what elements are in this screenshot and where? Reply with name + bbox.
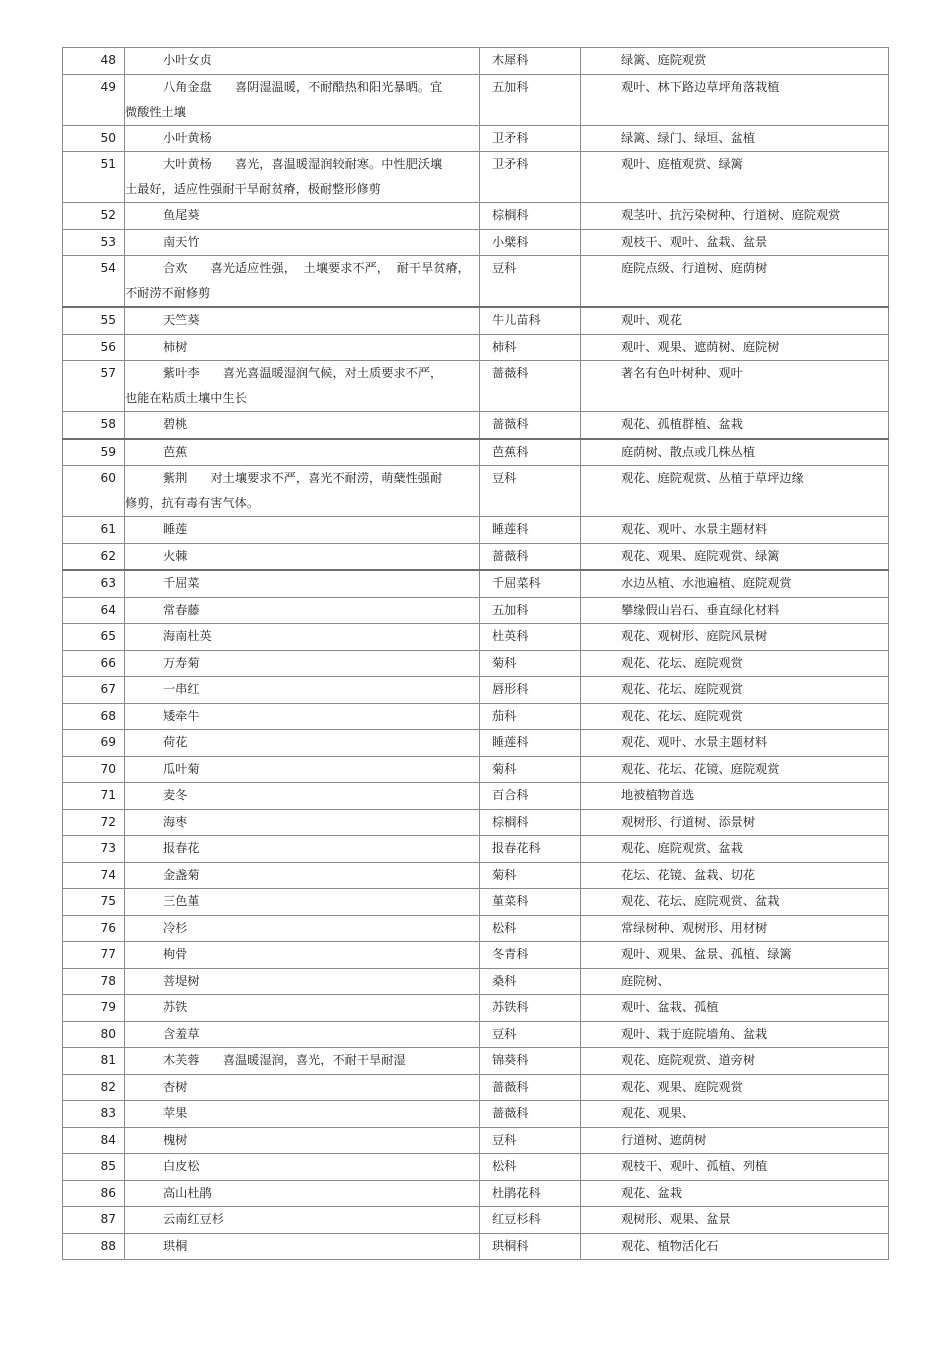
- row-number: 61: [63, 517, 125, 544]
- table-row: [63, 307, 889, 334]
- plant-usage: 观花、花坛、庭院观赏: [581, 650, 889, 677]
- row-number: 57: [63, 361, 125, 412]
- row-number: 55: [63, 307, 125, 334]
- table-row: [63, 836, 889, 863]
- plant-family: 木犀科: [480, 48, 581, 75]
- plant-family: 桑科: [480, 968, 581, 995]
- plant-family: 茄科: [480, 703, 581, 730]
- table-row: [63, 334, 889, 361]
- plant-name: 芭蕉: [163, 444, 188, 459]
- row-number: 49: [63, 74, 125, 125]
- plant-name: 矮牵牛: [163, 708, 200, 723]
- plant-family: 百合科: [480, 783, 581, 810]
- plant-usage: 观花、花坛、庭院观赏: [581, 703, 889, 730]
- row-number: 85: [63, 1154, 125, 1181]
- plant-family: 杜英科: [480, 624, 581, 651]
- plant-name-description-cell: [125, 412, 480, 439]
- table-row: [63, 889, 889, 916]
- plant-name: 含羞草: [163, 1026, 200, 1041]
- plant-usage: 观枝干、观叶、孤植、列植: [581, 1154, 889, 1181]
- plant-usage: 观叶、观果、遮荫树、庭院树: [581, 334, 889, 361]
- plant-name-description-cell: [125, 439, 480, 466]
- plant-usage: 观花、庭院观赏、道旁树: [581, 1048, 889, 1075]
- plant-usage: 观花、观叶、水景主题材料: [581, 730, 889, 757]
- plant-usage: 观花、观果、庭院观赏、绿篱: [581, 543, 889, 570]
- plant-family: 千屈菜科: [480, 570, 581, 597]
- plant-family: 菊科: [480, 650, 581, 677]
- plant-family: 蔷薇科: [480, 1074, 581, 1101]
- plant-usage: 观花、庭院观赏、丛植于草坪边缘: [581, 466, 889, 517]
- plant-name: 鱼尾葵: [163, 208, 200, 222]
- plant-name: 冷杉: [163, 920, 188, 935]
- table-row: [63, 968, 889, 995]
- plant-name: 万寿菊: [163, 655, 200, 670]
- plant-family: 棕榈科: [480, 203, 581, 230]
- plant-habit-description: 喜阴湿温暖，不耐酷热和阳光暴晒。宜: [235, 79, 443, 94]
- row-number: 53: [63, 229, 125, 256]
- plant-usage: 攀缘假山岩石、垂直绿化材料: [581, 597, 889, 624]
- plant-name-description-cell: [125, 1180, 480, 1207]
- row-number: 82: [63, 1074, 125, 1101]
- plant-family: 五加科: [480, 74, 581, 125]
- plant-family: 柿科: [480, 334, 581, 361]
- plant-name-description-cell: [125, 968, 480, 995]
- plant-habit-description: 喜光喜温暖湿润气候，对土质要求不严，: [222, 366, 443, 380]
- table-row: [63, 1074, 889, 1101]
- plant-habit-description: 对土壤要求不严，喜光不耐涝，萌蘖性强耐: [210, 471, 443, 485]
- plant-name: 白皮松: [163, 1159, 200, 1173]
- plant-family: 豆科: [480, 466, 581, 517]
- plant-usage: 观叶、林下路边草坪角落栽植: [581, 74, 889, 125]
- plant-name: 荷花: [163, 735, 188, 749]
- plant-name-description-cell: [125, 703, 480, 730]
- plant-family: 松科: [480, 1154, 581, 1181]
- plant-name-description-cell: [125, 1154, 480, 1181]
- plant-family: 棕榈科: [480, 809, 581, 836]
- plant-name: 海南杜英: [163, 629, 212, 643]
- plant-name-description-cell: [125, 597, 480, 624]
- row-number: 48: [63, 48, 125, 75]
- plant-name: 报春花: [163, 841, 200, 855]
- row-number: 79: [63, 995, 125, 1022]
- table-row: [63, 466, 889, 517]
- plant-usage: 庭荫树、散点或几株丛植: [581, 439, 889, 466]
- plant-name: 常春藤: [163, 602, 200, 617]
- table-row: [63, 756, 889, 783]
- plant-name: 南天竹: [163, 234, 200, 249]
- plant-family: 睡莲科: [480, 730, 581, 757]
- row-number: 69: [63, 730, 125, 757]
- plant-family: 睡莲科: [480, 517, 581, 544]
- plant-usage: 观叶、庭植观赏、绿篱: [581, 152, 889, 203]
- plant-usage: 观花、观叶、水景主题材料: [581, 517, 889, 544]
- table-row: [63, 995, 889, 1022]
- plant-usage: 观花、花坛、庭院观赏、盆栽: [581, 889, 889, 916]
- plant-name: 紫叶李: [163, 366, 200, 380]
- table-row: [63, 256, 889, 308]
- row-number: 81: [63, 1048, 125, 1075]
- plant-name: 高山杜鹃: [163, 1185, 212, 1200]
- plant-family: 松科: [480, 915, 581, 942]
- plant-table: [62, 47, 889, 1260]
- plant-family: 红豆杉科: [480, 1207, 581, 1234]
- row-number: 78: [63, 968, 125, 995]
- plant-family: 蔷薇科: [480, 543, 581, 570]
- plant-name-description-cell: [125, 809, 480, 836]
- plant-name-description-cell: [125, 203, 480, 230]
- plant-usage: 观花、庭院观赏、盆栽: [581, 836, 889, 863]
- plant-name: 海枣: [163, 814, 188, 829]
- plant-usage: 观花、孤植群植、盆栽: [581, 412, 889, 439]
- table-row: [63, 152, 889, 203]
- plant-name: 苏铁: [163, 1000, 188, 1014]
- plant-name-description-cell: [125, 942, 480, 969]
- table-row: [63, 74, 889, 125]
- row-number: 70: [63, 756, 125, 783]
- plant-name-description-cell: [125, 624, 480, 651]
- plant-habit-description-continued: 修剪，抗有毒有害气体。: [125, 496, 260, 510]
- plant-name-description-cell: [125, 1074, 480, 1101]
- plant-usage: 观叶、栽于庭院墙角、盆栽: [581, 1021, 889, 1048]
- plant-name: 杏树: [163, 1079, 188, 1094]
- table-row: [63, 862, 889, 889]
- plant-usage: 观花、花坛、花镜、庭院观赏: [581, 756, 889, 783]
- table-row: [63, 203, 889, 230]
- plant-name: 天竺葵: [163, 313, 200, 327]
- plant-name-description-cell: [125, 995, 480, 1022]
- row-number: 72: [63, 809, 125, 836]
- row-number: 60: [63, 466, 125, 517]
- table-row: [63, 361, 889, 412]
- plant-family: 蔷薇科: [480, 412, 581, 439]
- plant-name: 睡莲: [163, 522, 188, 536]
- plant-name: 菩堤树: [163, 973, 200, 988]
- plant-name-description-cell: [125, 677, 480, 704]
- plant-name-description-cell: [125, 1101, 480, 1128]
- plant-table-body: [63, 48, 889, 1260]
- row-number: 64: [63, 597, 125, 624]
- plant-name: 木芙蓉: [163, 1053, 200, 1067]
- table-row: [63, 650, 889, 677]
- table-row: [63, 48, 889, 75]
- plant-name: 瓜叶菊: [163, 761, 200, 776]
- table-row: [63, 703, 889, 730]
- plant-usage: 观叶、观果、盆景、孤植、绿篱: [581, 942, 889, 969]
- plant-name-description-cell: [125, 1021, 480, 1048]
- plant-family: 冬青科: [480, 942, 581, 969]
- plant-family: 小檗科: [480, 229, 581, 256]
- plant-family: 豆科: [480, 256, 581, 308]
- plant-usage: 观枝干、观叶、盆栽、盆景: [581, 229, 889, 256]
- plant-usage: 地被植物首选: [581, 783, 889, 810]
- plant-name-description-cell: [125, 1048, 480, 1075]
- table-row: [63, 624, 889, 651]
- table-row: [63, 229, 889, 256]
- plant-name-description-cell: [125, 125, 480, 152]
- plant-name-description-cell: [125, 307, 480, 334]
- table-row: [63, 1180, 889, 1207]
- row-number: 52: [63, 203, 125, 230]
- plant-family: 五加科: [480, 597, 581, 624]
- plant-table-sheet: [62, 47, 888, 1260]
- plant-usage: 观花、盆栽: [581, 1180, 889, 1207]
- plant-name-description-cell: [125, 836, 480, 863]
- plant-family: 豆科: [480, 1021, 581, 1048]
- table-row: [63, 915, 889, 942]
- plant-name-description-cell: [125, 650, 480, 677]
- plant-family: 牛儿苗科: [480, 307, 581, 334]
- table-row: [63, 412, 889, 439]
- plant-habit-description: 喜光适应性强， 土壤要求不严， 耐干旱贫瘠，: [210, 261, 470, 275]
- plant-name-description-cell: [125, 361, 480, 412]
- plant-usage: 观叶、盆栽、孤植: [581, 995, 889, 1022]
- plant-usage: 行道树、遮荫树: [581, 1127, 889, 1154]
- plant-usage: 观叶、观花: [581, 307, 889, 334]
- plant-name: 槐树: [163, 1132, 188, 1147]
- row-number: 62: [63, 543, 125, 570]
- plant-usage: 观茎叶、抗污染树种、行道树、庭院观赏: [581, 203, 889, 230]
- plant-name-description-cell: [125, 466, 480, 517]
- plant-name: 苹果: [163, 1106, 188, 1120]
- plant-family: 菊科: [480, 756, 581, 783]
- plant-name-description-cell: [125, 48, 480, 75]
- row-number: 50: [63, 125, 125, 152]
- plant-name: 金盏菊: [163, 867, 200, 882]
- plant-name: 三色堇: [163, 894, 200, 908]
- plant-usage: 观花、观树形、庭院风景树: [581, 624, 889, 651]
- plant-usage: 绿篱、庭院观赏: [581, 48, 889, 75]
- row-number: 88: [63, 1233, 125, 1260]
- plant-usage: 观树形、观果、盆景: [581, 1207, 889, 1234]
- plant-name-description-cell: [125, 1207, 480, 1234]
- row-number: 56: [63, 334, 125, 361]
- plant-name-description-cell: [125, 889, 480, 916]
- table-row: [63, 517, 889, 544]
- plant-habit-description: 喜光，喜温暖湿润较耐寒。中性肥沃壤: [235, 157, 443, 171]
- plant-name: 麦冬: [163, 788, 188, 802]
- table-row: [63, 439, 889, 466]
- plant-usage: 观花、观果、庭院观赏: [581, 1074, 889, 1101]
- plant-habit-description-continued: 不耐涝不耐修剪: [125, 286, 211, 300]
- plant-name: 枸骨: [163, 947, 188, 961]
- plant-family: 豆科: [480, 1127, 581, 1154]
- row-number: 67: [63, 677, 125, 704]
- plant-name-description-cell: [125, 862, 480, 889]
- plant-name-description-cell: [125, 915, 480, 942]
- plant-usage: 花坛、花镜、盆栽、切花: [581, 862, 889, 889]
- row-number: 84: [63, 1127, 125, 1154]
- plant-usage: 著名有色叶树种、观叶: [581, 361, 889, 412]
- row-number: 51: [63, 152, 125, 203]
- plant-family: 卫矛科: [480, 125, 581, 152]
- plant-family: 卫矛科: [480, 152, 581, 203]
- row-number: 86: [63, 1180, 125, 1207]
- plant-family: 芭蕉科: [480, 439, 581, 466]
- plant-usage: 观花、观果、: [581, 1101, 889, 1128]
- table-row: [63, 1021, 889, 1048]
- plant-family: 杜鹃花科: [480, 1180, 581, 1207]
- plant-family: 锦葵科: [480, 1048, 581, 1075]
- plant-name-description-cell: [125, 517, 480, 544]
- plant-habit-description: 喜温暖湿润，喜光，不耐干旱耐湿: [222, 1053, 406, 1067]
- row-number: 76: [63, 915, 125, 942]
- row-number: 54: [63, 256, 125, 308]
- plant-usage: 常绿树种、观树形、用材树: [581, 915, 889, 942]
- row-number: 68: [63, 703, 125, 730]
- plant-name: 小叶女贞: [163, 53, 212, 67]
- row-number: 63: [63, 570, 125, 597]
- row-number: 75: [63, 889, 125, 916]
- table-row: [63, 809, 889, 836]
- table-row: [63, 1101, 889, 1128]
- plant-family: 堇菜科: [480, 889, 581, 916]
- row-number: 77: [63, 942, 125, 969]
- plant-usage: 庭院树、: [581, 968, 889, 995]
- row-number: 71: [63, 783, 125, 810]
- table-row: [63, 1127, 889, 1154]
- plant-family: 蔷薇科: [480, 1101, 581, 1128]
- row-number: 73: [63, 836, 125, 863]
- plant-usage: 观花、植物活化石: [581, 1233, 889, 1260]
- plant-name: 火棘: [163, 548, 188, 563]
- plant-family: 蔷薇科: [480, 361, 581, 412]
- plant-name: 云南红豆杉: [163, 1212, 224, 1226]
- plant-name: 合欢: [163, 261, 188, 275]
- plant-family: 唇形科: [480, 677, 581, 704]
- plant-name-description-cell: [125, 1127, 480, 1154]
- plant-name-description-cell: [125, 152, 480, 203]
- plant-usage: 观花、花坛、庭院观赏: [581, 677, 889, 704]
- plant-family: 菊科: [480, 862, 581, 889]
- plant-usage: 水边丛植、水池遍植、庭院观赏: [581, 570, 889, 597]
- plant-name-description-cell: [125, 74, 480, 125]
- row-number: 59: [63, 439, 125, 466]
- plant-name-description-cell: [125, 783, 480, 810]
- plant-name-description-cell: [125, 229, 480, 256]
- plant-habit-description-continued: 也能在粘质土壤中生长: [125, 391, 247, 405]
- plant-name-description-cell: [125, 334, 480, 361]
- plant-name: 柿树: [163, 339, 188, 354]
- row-number: 80: [63, 1021, 125, 1048]
- plant-name-description-cell: [125, 256, 480, 308]
- plant-name: 一串红: [163, 682, 200, 696]
- plant-name: 珙桐: [163, 1238, 188, 1253]
- table-row: [63, 942, 889, 969]
- row-number: 66: [63, 650, 125, 677]
- row-number: 58: [63, 412, 125, 439]
- table-row: [63, 677, 889, 704]
- plant-family: 珙桐科: [480, 1233, 581, 1260]
- plant-habit-description-continued: 土最好，适应性强耐干旱耐贫瘠，极耐整形修剪: [125, 182, 381, 196]
- plant-family: 报春花科: [480, 836, 581, 863]
- plant-name: 碧桃: [163, 417, 188, 431]
- plant-name-description-cell: [125, 756, 480, 783]
- table-row: [63, 543, 889, 570]
- table-row: [63, 597, 889, 624]
- plant-name-description-cell: [125, 570, 480, 597]
- plant-usage: 观树形、行道树、添景树: [581, 809, 889, 836]
- plant-name: 八角金盘: [163, 79, 212, 94]
- table-row: [63, 1207, 889, 1234]
- table-row: [63, 570, 889, 597]
- row-number: 83: [63, 1101, 125, 1128]
- plant-name-description-cell: [125, 1233, 480, 1260]
- plant-usage: 庭院点级、行道树、庭荫树: [581, 256, 889, 308]
- plant-name: 小叶黄杨: [163, 130, 212, 145]
- row-number: 87: [63, 1207, 125, 1234]
- plant-family: 苏铁科: [480, 995, 581, 1022]
- plant-name-description-cell: [125, 730, 480, 757]
- plant-usage: 绿篱、绿门、绿垣、盆植: [581, 125, 889, 152]
- row-number: 74: [63, 862, 125, 889]
- plant-name: 大叶黄杨: [163, 157, 212, 171]
- row-number: 65: [63, 624, 125, 651]
- table-row: [63, 730, 889, 757]
- table-row: [63, 783, 889, 810]
- plant-name: 紫荆: [163, 471, 188, 485]
- table-row: [63, 1154, 889, 1181]
- plant-habit-description-continued: 微酸性土壤: [125, 104, 186, 119]
- table-row: [63, 1233, 889, 1260]
- table-row: [63, 1048, 889, 1075]
- plant-name-description-cell: [125, 543, 480, 570]
- plant-name: 千屈菜: [163, 576, 200, 590]
- table-row: [63, 125, 889, 152]
